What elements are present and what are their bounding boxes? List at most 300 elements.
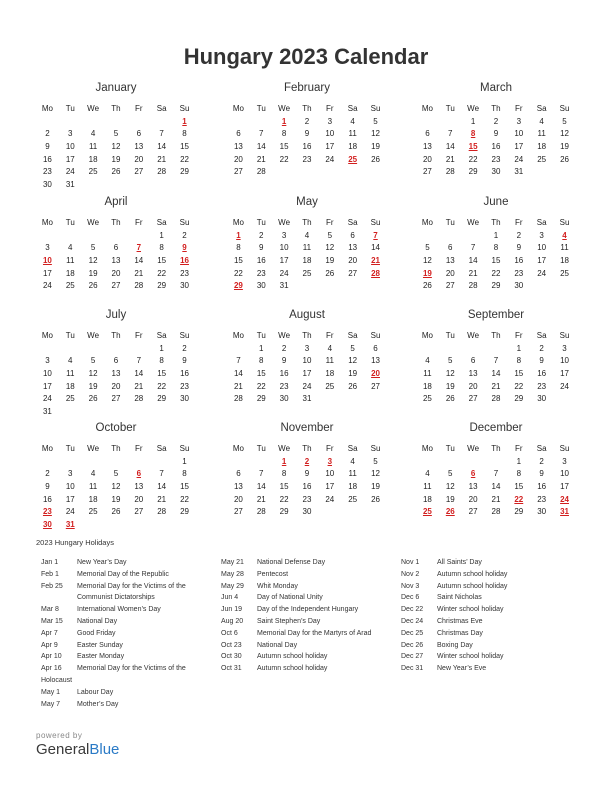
empty-cell (59, 455, 82, 468)
holiday-row (221, 557, 401, 569)
brand-name-general: General (36, 741, 90, 758)
day-cell: 21 (371, 255, 380, 265)
day-cell: 8 (516, 469, 522, 479)
day-cell: 28 (134, 394, 144, 404)
day-cell: 21 (468, 268, 478, 278)
day-cell: 8 (470, 129, 476, 139)
weekday-header: Sa (347, 103, 358, 113)
day-cell: 8 (259, 356, 264, 366)
day-cell: 9 (539, 356, 544, 366)
empty-cell (416, 455, 439, 468)
day-cell: 29 (256, 394, 266, 404)
empty-cell (173, 178, 196, 191)
weekday-header: Tu (445, 330, 455, 340)
empty-cell (227, 342, 250, 355)
weekday-header: Tu (256, 330, 266, 340)
day-cell: 10 (325, 129, 335, 139)
day-cell: 16 (180, 255, 189, 265)
day-cell: 30 (42, 519, 52, 529)
day-cell: 12 (325, 243, 335, 253)
day-cell: 12 (88, 368, 98, 378)
day-cell: 29 (514, 507, 524, 517)
weekday-header: We (467, 443, 480, 453)
day-cell: 9 (539, 469, 544, 479)
holiday-name: Winter school holiday (437, 653, 504, 661)
holiday-date (41, 592, 77, 604)
holiday-date: Feb 1 (41, 570, 59, 578)
day-cell: 2 (45, 129, 50, 139)
empty-cell (127, 518, 150, 531)
holiday-name: Pentecost (257, 570, 289, 578)
holiday-name: National Defense Day (257, 559, 326, 566)
day-cell: 4 (425, 356, 430, 366)
holiday-date: Jun 4 (221, 594, 239, 602)
day-cell: 13 (233, 141, 243, 151)
empty-cell (173, 518, 196, 531)
weekday-header: Sa (536, 217, 547, 227)
day-cell: 18 (422, 381, 432, 391)
empty-cell (318, 505, 341, 518)
holiday-date: Nov 1 (401, 559, 420, 566)
holiday-row (221, 616, 401, 628)
holiday-row (41, 592, 211, 604)
holiday-row (41, 699, 211, 711)
day-cell: 27 (445, 281, 455, 291)
holiday-column-1 (41, 557, 211, 710)
weekday-header: Su (370, 217, 381, 227)
day-cell: 16 (491, 141, 501, 151)
holiday-name: New Year’s Day (77, 559, 127, 566)
empty-cell (485, 342, 508, 355)
day-cell: 6 (113, 243, 119, 253)
empty-cell (553, 392, 576, 405)
day-cell: 4 (90, 469, 96, 479)
day-cell: 22 (256, 381, 266, 391)
holiday-date: May 29 (221, 582, 244, 590)
day-cell: 6 (425, 129, 430, 139)
day-cell: 13 (134, 141, 144, 151)
weekday-header: Fr (326, 443, 334, 453)
day-cell: 14 (468, 255, 478, 265)
holiday-row (401, 604, 571, 616)
month-name: December (469, 422, 523, 434)
empty-cell (341, 392, 364, 405)
day-cell: 15 (514, 481, 524, 491)
day-cell: 16 (514, 255, 524, 265)
day-cell: 7 (259, 129, 264, 139)
empty-cell (273, 165, 296, 178)
day-cell: 1 (182, 456, 187, 466)
day-cell: 16 (537, 481, 547, 491)
empty-cell (105, 518, 128, 531)
month-february (227, 82, 387, 178)
empty-cell (250, 455, 273, 468)
day-cell: 16 (537, 368, 547, 378)
month-june (416, 196, 576, 292)
holiday-row (401, 651, 571, 663)
holiday-date: May 21 (221, 559, 244, 566)
holiday-row (221, 651, 401, 663)
day-cell: 23 (180, 268, 189, 278)
weekday-header: Mo (421, 443, 433, 453)
holiday-date: Jun 19 (221, 606, 243, 614)
empty-cell (36, 115, 59, 128)
weekday-header: Su (179, 330, 190, 340)
day-cell: 11 (423, 481, 432, 491)
day-cell: 22 (491, 268, 501, 278)
month-november (227, 422, 387, 518)
day-cell: 8 (236, 243, 241, 253)
month-name: July (105, 309, 127, 321)
day-cell: 3 (281, 230, 287, 240)
holiday-name: Memorial Day for the Victims of the (77, 582, 186, 590)
day-cell: 9 (259, 243, 264, 253)
day-cell: 2 (539, 456, 544, 466)
empty-cell (59, 405, 82, 418)
day-cell: 9 (493, 129, 499, 139)
weekday-header: Sa (347, 330, 358, 340)
day-cell: 18 (348, 481, 358, 491)
weekday-header: Th (111, 103, 121, 113)
empty-cell (82, 518, 105, 531)
day-cell: 14 (157, 481, 167, 491)
month-name: March (480, 82, 512, 94)
holiday-row (401, 616, 571, 628)
day-cell: 4 (425, 469, 430, 479)
day-cell: 18 (325, 368, 335, 378)
day-cell: 14 (134, 368, 144, 378)
empty-cell (318, 279, 341, 292)
day-cell: 24 (325, 494, 335, 504)
day-cell: 24 (325, 154, 335, 164)
empty-cell (553, 165, 576, 178)
holiday-name: New Year’s Eve (437, 665, 487, 673)
holiday-date: May 7 (41, 700, 61, 708)
day-cell: 10 (65, 481, 75, 491)
day-cell: 13 (445, 255, 455, 265)
day-cell: 27 (468, 507, 478, 517)
day-cell: 22 (279, 494, 289, 504)
day-cell: 22 (180, 154, 189, 164)
day-cell: 19 (371, 481, 380, 491)
day-cell: 17 (537, 255, 547, 265)
day-cell: 10 (560, 469, 569, 479)
empty-cell (127, 405, 150, 418)
day-cell: 15 (256, 368, 266, 378)
day-cell: 15 (279, 481, 289, 491)
day-cell: 27 (233, 507, 243, 517)
day-cell: 30 (279, 394, 289, 404)
day-cell: 30 (256, 281, 266, 291)
holiday-row (401, 640, 571, 652)
weekday-header: Fr (515, 330, 523, 340)
weekday-header: We (87, 217, 100, 227)
empty-cell (296, 279, 319, 292)
weekday-header: Th (302, 103, 312, 113)
day-cell: 19 (88, 268, 98, 278)
day-cell: 30 (180, 281, 189, 291)
day-cell: 14 (371, 243, 380, 253)
day-cell: 16 (180, 368, 189, 378)
holiday-date: Oct 6 (221, 629, 238, 637)
day-cell: 3 (68, 469, 73, 479)
day-cell: 7 (259, 469, 264, 479)
day-cell: 20 (468, 494, 478, 504)
weekday-header: Sa (536, 330, 547, 340)
day-cell: 20 (445, 268, 455, 278)
holiday-name: Memorial Day of the Republic (77, 570, 169, 578)
day-cell: 17 (560, 481, 569, 491)
day-cell: 10 (514, 129, 524, 139)
day-cell: 22 (233, 268, 243, 278)
day-cell: 28 (445, 167, 455, 177)
empty-cell (36, 229, 59, 242)
day-cell: 5 (373, 116, 378, 126)
day-cell: 17 (65, 494, 75, 504)
weekday-header: Tu (65, 103, 75, 113)
day-cell: 28 (468, 281, 478, 291)
holiday-date: May 1 (41, 688, 61, 696)
day-cell: 7 (159, 469, 164, 479)
day-cell: 3 (562, 343, 567, 353)
month-name: August (289, 309, 325, 321)
day-cell: 5 (90, 243, 96, 253)
weekday-header: We (278, 103, 291, 113)
month-march (416, 82, 576, 178)
weekday-header: Sa (156, 443, 167, 453)
empty-cell (127, 178, 150, 191)
day-cell: 27 (134, 507, 144, 517)
day-cell: 11 (560, 243, 569, 253)
empty-cell (105, 342, 128, 355)
holiday-date: Apr 16 (41, 665, 62, 673)
day-cell: 21 (491, 381, 501, 391)
empty-cell (341, 165, 364, 178)
weekday-header: We (87, 103, 100, 113)
day-cell: 15 (180, 481, 189, 491)
empty-cell (462, 229, 485, 242)
day-cell: 29 (180, 507, 189, 517)
holiday-row (401, 628, 571, 640)
day-cell: 24 (302, 381, 312, 391)
holiday-name: Christmas Eve (437, 617, 483, 625)
weekday-header: Tu (445, 217, 455, 227)
weekday-header: Mo (41, 217, 53, 227)
day-cell: 26 (445, 507, 455, 517)
weekday-header: Fr (135, 443, 143, 453)
day-cell: 10 (65, 141, 75, 151)
day-cell: 3 (562, 456, 567, 466)
day-cell: 2 (493, 116, 499, 126)
holiday-name: National Day (77, 617, 118, 625)
holiday-row (41, 640, 211, 652)
month-may (227, 196, 387, 292)
day-cell: 5 (373, 456, 378, 466)
day-cell: 15 (514, 368, 524, 378)
day-cell: 28 (371, 268, 380, 278)
weekday-header: Su (370, 443, 381, 453)
day-cell: 4 (350, 116, 355, 126)
weekday-header: Th (302, 217, 312, 227)
day-cell: 1 (182, 116, 187, 126)
holiday-date: Dec 24 (401, 617, 424, 625)
holiday-date: Dec 27 (401, 653, 424, 661)
day-cell: 3 (304, 343, 310, 353)
day-cell: 21 (256, 154, 266, 164)
weekday-header: Su (179, 103, 190, 113)
day-cell: 2 (281, 343, 287, 353)
day-cell: 1 (259, 343, 264, 353)
day-cell: 4 (68, 243, 73, 253)
day-cell: 16 (279, 368, 289, 378)
day-cell: 29 (491, 281, 501, 291)
day-cell: 24 (42, 281, 52, 291)
weekday-header: We (467, 330, 480, 340)
empty-cell (416, 342, 439, 355)
weekday-header: Mo (421, 217, 433, 227)
day-cell: 23 (42, 167, 52, 177)
day-cell: 3 (45, 243, 50, 253)
weekday-header: Su (559, 330, 570, 340)
day-cell: 11 (325, 356, 334, 366)
holiday-date: Apr 10 (41, 653, 62, 661)
day-cell: 11 (66, 255, 75, 265)
day-cell: 18 (348, 141, 358, 151)
day-cell: 10 (279, 243, 289, 253)
weekday-header: Mo (232, 443, 244, 453)
day-cell: 21 (491, 494, 501, 504)
empty-cell (173, 405, 196, 418)
empty-cell (485, 455, 508, 468)
holiday-name: International Women’s Day (77, 606, 161, 614)
day-cell: 1 (516, 456, 522, 466)
day-cell: 14 (256, 481, 266, 491)
weekday-header: We (278, 217, 291, 227)
holiday-row (221, 592, 401, 604)
day-cell: 27 (348, 268, 358, 278)
empty-cell (82, 229, 105, 242)
day-cell: 5 (562, 116, 567, 126)
weekday-header: Th (491, 330, 501, 340)
holiday-date: Holocaust (41, 676, 73, 684)
day-cell: 27 (134, 167, 144, 177)
day-cell: 19 (560, 141, 569, 151)
day-cell: 10 (302, 356, 312, 366)
day-cell: 7 (136, 243, 142, 253)
weekday-header: Sa (156, 217, 167, 227)
day-cell: 30 (537, 394, 547, 404)
day-cell: 28 (233, 394, 243, 404)
day-cell: 23 (302, 154, 312, 164)
empty-cell (462, 342, 485, 355)
holiday-row (41, 581, 211, 593)
holiday-column-2 (221, 557, 401, 675)
day-cell: 11 (302, 243, 312, 253)
holiday-row (401, 581, 571, 593)
day-cell: 21 (233, 381, 243, 391)
month-name: January (95, 82, 137, 94)
day-cell: 18 (537, 141, 547, 151)
day-cell: 5 (425, 243, 430, 253)
holiday-name: Saint Stephen’s Day (257, 617, 321, 625)
weekday-header: Su (559, 103, 570, 113)
day-cell: 20 (111, 268, 121, 278)
holidays-title: 2023 Hungary Holidays (36, 538, 114, 547)
day-cell: 9 (45, 481, 50, 491)
month-april (36, 196, 196, 292)
day-cell: 8 (182, 469, 187, 479)
day-cell: 17 (302, 368, 312, 378)
day-cell: 24 (65, 507, 75, 517)
day-cell: 31 (42, 406, 52, 416)
day-cell: 21 (157, 494, 167, 504)
day-cell: 3 (516, 116, 522, 126)
day-cell: 28 (157, 167, 167, 177)
holiday-row (401, 663, 571, 675)
day-cell: 28 (256, 167, 266, 177)
day-cell: 17 (325, 141, 335, 151)
day-cell: 18 (88, 494, 98, 504)
day-cell: 6 (136, 129, 142, 139)
weekday-header: We (87, 443, 100, 453)
day-cell: 5 (448, 469, 453, 479)
day-cell: 5 (327, 230, 333, 240)
empty-cell (439, 455, 462, 468)
day-cell: 20 (134, 494, 144, 504)
holiday-row (401, 569, 571, 581)
day-cell: 7 (448, 129, 453, 139)
holiday-date: Mar 15 (41, 617, 63, 625)
empty-cell (105, 115, 128, 128)
day-cell: 8 (281, 469, 287, 479)
weekday-header: Mo (232, 217, 244, 227)
day-cell: 1 (281, 456, 287, 466)
empty-cell (105, 455, 128, 468)
empty-cell (105, 178, 128, 191)
day-cell: 24 (560, 381, 569, 391)
weekday-header: Sa (347, 217, 358, 227)
day-cell: 3 (45, 356, 50, 366)
day-cell: 25 (65, 281, 75, 291)
day-cell: 19 (422, 268, 432, 278)
day-cell: 30 (491, 167, 501, 177)
weekday-header: Sa (156, 103, 167, 113)
day-cell: 13 (233, 481, 243, 491)
holiday-name: Memorial Day for the Victims of the (77, 665, 186, 673)
day-cell: 9 (182, 356, 187, 366)
day-cell: 11 (423, 368, 432, 378)
day-cell: 11 (537, 129, 546, 139)
weekday-header: Fr (515, 217, 523, 227)
day-cell: 2 (182, 230, 187, 240)
day-cell: 25 (65, 394, 75, 404)
empty-cell (59, 229, 82, 242)
weekday-header: Fr (515, 103, 523, 113)
day-cell: 20 (371, 368, 380, 378)
holiday-date: Oct 31 (221, 665, 242, 673)
brand-logo[interactable] (36, 731, 119, 758)
weekday-header: Su (179, 217, 190, 227)
holiday-row (221, 581, 401, 593)
day-cell: 23 (180, 381, 189, 391)
day-cell: 2 (182, 343, 187, 353)
brand-name (36, 741, 119, 758)
day-cell: 11 (88, 481, 98, 491)
weekday-header: We (278, 443, 291, 453)
day-cell: 25 (348, 154, 358, 164)
day-cell: 28 (134, 281, 144, 291)
day-cell: 5 (90, 356, 96, 366)
